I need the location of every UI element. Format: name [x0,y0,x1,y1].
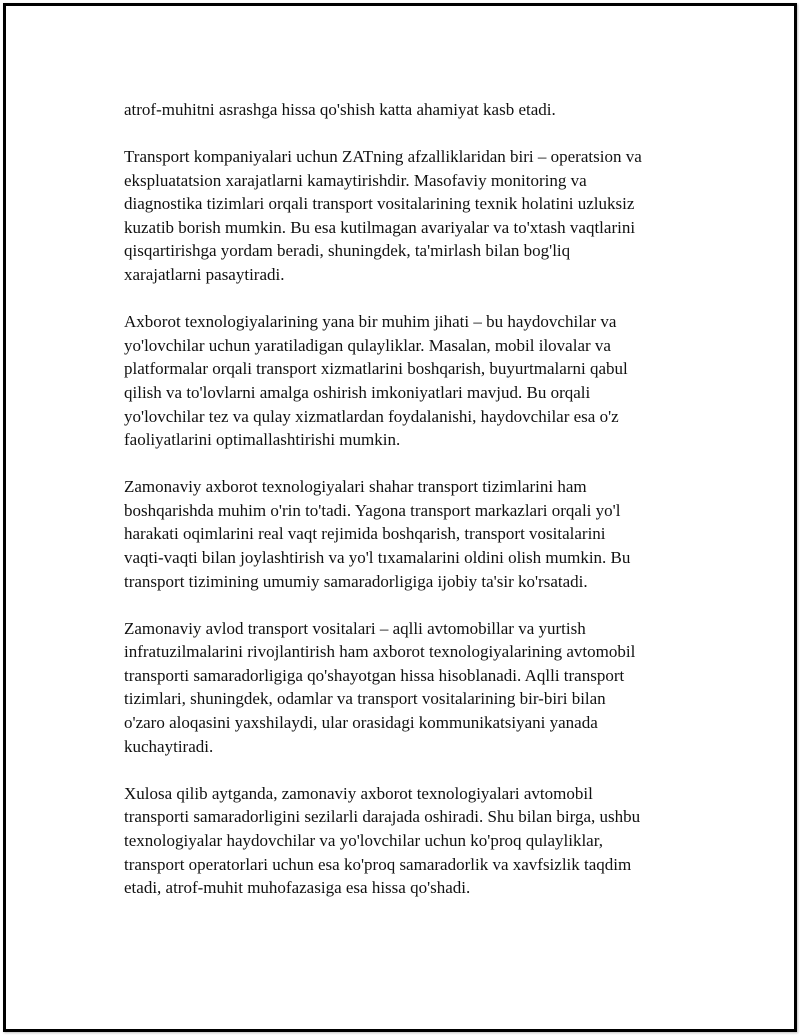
text-line: diagnostika tizimlari orqali transport vositalarining texnik holatini uzluksiz [124,194,635,214]
paragraph [124,98,704,122]
paragraph [124,475,704,593]
text-line: atrof-muhitni asrashga hissa qo'shish katta ahamiyat kasb etadi. [124,100,556,119]
text-line: kuchaytiradi. [124,736,214,756]
text-line: Transport kompaniyalari uchun ZATning afzalliklaridan biri – operatsion va [124,147,642,167]
paragraph [124,145,704,287]
text-line: transport operatorlari uchun esa ko'proq samaradorlik va xavfsizlik taqdim [124,854,632,874]
text-line: qisqartirishga yordam beradi, shuningdek, ta'mirlash bilan bog'liq [124,241,571,261]
text-line: Zamonaviy axborot texnologiyalari shahar transport tizimlarini ham [124,477,587,497]
paragraph [124,310,704,452]
text-line: transporti samaradorligiga qo'shayotgan hissa hisoblanadi. Aqlli transport [124,665,625,685]
text-line: tizimlari, shuningdek, odamlar va transport vositalarining bir-biri bilan [124,689,606,709]
text-line: faoliyatlarini optimallashtirishi mumkin. [124,430,401,450]
text-line: texnologiyalar haydovchilar va yo'lovchilar uchun ko'proq qulayliklar, [124,830,603,850]
text-line: yo'lovchilar uchun yaratiladigan qulayliklar. Masalan, mobil ilovalar va [124,335,611,355]
text-line: xarajatlarni pasaytiradi. [124,265,285,285]
paragraph [124,617,704,759]
text-line: yo'lovchilar tez va qulay xizmatlardan foydalanishi, haydovchilar esa o'z [124,406,619,426]
text-line: vaqti-vaqti bilan joylashtirish va yo'l tıxamalarini oldini olish mumkin. Bu [124,548,631,567]
text-line: transport tizimining umumiy samaradorligiga ijobiy ta'sir ko'rsatadi. [124,571,588,591]
document-body [124,98,704,923]
text-line: ekspluatatsion xarajatlarni kamaytirishdir. Masofaviy monitoring va [124,170,587,190]
text-line: infratuzilmalarini rivojlantirish ham axborot texnologiyalarining avtomobil [124,642,636,662]
text-line: harakati oqimlarini real vaqt rejimida boshqarish, transport vositalarini [124,524,606,544]
text-line: Xulosa qilib aytganda, zamonaviy axborot texnologiyalari avtomobil [124,783,593,803]
page-frame [3,3,797,1032]
text-line: transporti samaradorligini sezilarli darajada oshiradi. Shu bilan birga, ushbu [124,807,641,827]
paragraph [124,782,704,900]
text-line: boshqarishda muhim o'rin to'tadi. Yagona transport markazlari orqali yo'l [124,500,621,520]
text-line: platformalar orqali transport xizmatlarini boshqarish, buyurtmalarni qabul [124,359,628,379]
text-line: kuzatib borish mumkin. Bu esa kutilmagan avariyalar va to'xtash vaqtlarini [124,217,636,237]
text-line: Zamonaviy avlod transport vositalari – aqlli avtomobillar va yurtish [124,618,586,638]
text-line: etadi, atrof-muhit muhofazasiga esa hissa qo'shadi. [124,878,471,898]
text-line: Axborot texnologiyalarining yana bir muhim jihati – bu haydovchilar va [124,312,617,332]
text-line: qilish va to'lovlarni amalga oshirish imkoniyatlari mavjud. Bu orqali [124,382,591,402]
text-line: o'zaro aloqasini yaxshilaydi, ular orasidagi kommunikatsiyani yanada [124,713,598,733]
